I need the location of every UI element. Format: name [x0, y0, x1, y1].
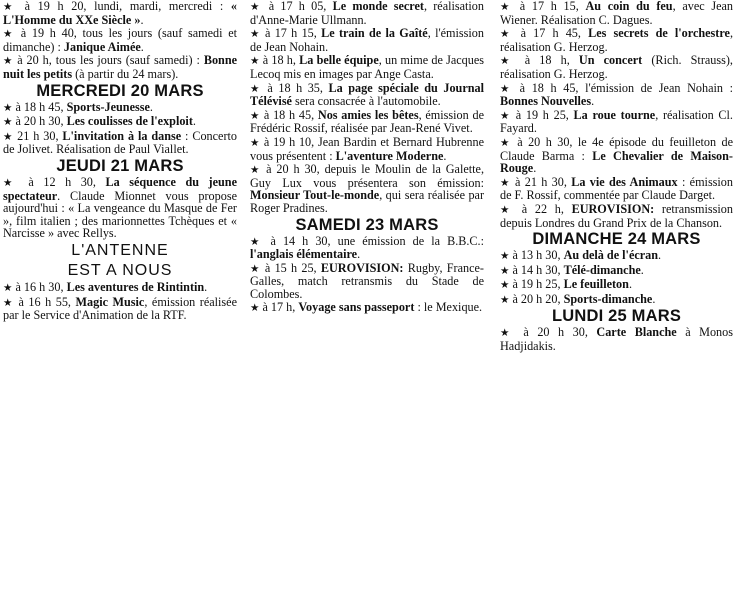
program-entry [500, 82, 733, 108]
star-icon: ★ [500, 176, 511, 189]
star-icon: ★ [250, 302, 260, 315]
star-icon: ★ [250, 28, 261, 41]
program-entry [250, 301, 484, 315]
day-heading: MERCREDI 20 MARS [36, 81, 204, 100]
program-title: Sports-Jeunesse [66, 99, 150, 114]
program-entry [250, 163, 484, 214]
program-entry [250, 235, 484, 261]
star-icon: ★ [3, 28, 16, 41]
program-title: Télé-dimanche [563, 262, 641, 277]
column-3 [500, 0, 733, 354]
program-title: La roue tourne [573, 107, 656, 122]
entry-details: . [204, 279, 208, 294]
program-title: EUROVISION: [320, 260, 404, 275]
program-entry [500, 264, 733, 278]
star-icon: ★ [500, 28, 514, 41]
program-title: Les coulisses de l'exploit [66, 114, 193, 129]
star-icon: ★ [250, 235, 264, 248]
entry-details: . [443, 148, 447, 163]
entry-details: : émission de F. Rossif, commentée par Claude Darget. [500, 174, 733, 203]
star-icon: ★ [3, 281, 13, 294]
star-icon: ★ [500, 264, 510, 277]
program-title: Au delà de l'écran [563, 248, 659, 263]
star-icon: ★ [500, 136, 512, 149]
entry-time: à 15 h 25, [260, 260, 321, 275]
entry-time: à 20 h, tous les jours (sauf samedi) : [13, 53, 204, 68]
program-title: Voyage sans passeport [298, 300, 415, 315]
program-entry [3, 27, 237, 53]
program-title: Un concert [578, 53, 643, 68]
entry-time: à 17 h 45, [513, 26, 589, 41]
program-entry [3, 0, 237, 26]
program-entry [3, 130, 237, 156]
program-entry [3, 115, 237, 129]
program-entry [500, 293, 733, 307]
entry-details: , qui sera réalisée par Roger Pradines. [250, 188, 485, 215]
entry-time: à 20 h 20, [509, 291, 564, 306]
program-title: Le feuilleton [563, 277, 629, 292]
column-2 [250, 0, 484, 316]
star-icon: ★ [500, 109, 512, 122]
entry-details: : le Mexique. [414, 300, 483, 315]
entry-details: , avec Jean Wiener. Réalisation C. Dagues. [500, 0, 733, 27]
star-icon: ★ [3, 176, 19, 189]
entry-time: à 20 h 30, [514, 325, 597, 340]
entry-details: retransmission depuis Londres du Grand Prix de la Chanson. [500, 201, 733, 230]
program-entry [250, 54, 484, 80]
entry-details: , réalisation Cl. Fayard. [500, 107, 733, 136]
program-entry [500, 109, 733, 135]
program-title: Magic Music [75, 294, 145, 309]
program-title: Les secrets de l'orchestre [588, 26, 730, 41]
entry-details: . [140, 39, 144, 54]
star-icon: ★ [500, 203, 515, 216]
entry-details: . [533, 161, 537, 176]
star-icon: ★ [500, 250, 510, 263]
star-icon: ★ [500, 293, 510, 306]
program-entry [500, 278, 733, 292]
program-title: l'anglais élémentaire [250, 247, 358, 262]
entry-time: à 18 h, [515, 53, 579, 68]
program-entry [500, 176, 733, 202]
entry-time: à 20 h 30, depuis le Moulin de la Galette, Guy Lux vous présentera son émission: [250, 162, 484, 190]
program-title: La séquence du jeune spectateur [3, 174, 237, 203]
program-title: La page spéciale du Journal Télévisé [250, 80, 484, 109]
entry-time: à 14 h 30, une émission de la B.B.C.: [263, 233, 484, 248]
star-icon: ★ [250, 1, 263, 13]
section-heading-line: EST A NOUS [67, 261, 173, 279]
program-entry [500, 0, 733, 26]
program-title: L'aventure Moderne [335, 148, 444, 163]
entry-details: . [192, 114, 196, 129]
program-entry [3, 281, 237, 295]
program-entry [500, 203, 733, 229]
entry-time: à 17 h, [259, 300, 299, 315]
program-title: L'invitation à la danse [62, 128, 182, 143]
entry-details: . [658, 248, 662, 263]
entry-time: à 18 h, [259, 53, 300, 68]
entry-details: . Claude Mionnet vous propose aujourd'hui : « La vengeance du Masque de Fer », film italien ; des marionnettes Tchèques et « Narcisse » avec Rellys. [3, 188, 237, 241]
program-title: Le Chevalier de Maison-Rouge [500, 148, 733, 176]
program-entry [250, 82, 484, 108]
entry-details: (à partir du 24 mars). [72, 66, 179, 81]
program-entry [3, 101, 237, 115]
entry-time: à 17 h 05, [262, 0, 333, 13]
program-title: Sports-dimanche [563, 291, 653, 306]
program-title: Bonne nuit les petits [3, 53, 238, 81]
entry-details: , un mime de Jacques Lecoq mis en images par Ange Casta. [250, 53, 484, 81]
entry-details: Rugby, France-Galles, match retransmis du Stade de Colombes. [250, 260, 484, 301]
star-icon: ★ [500, 327, 515, 340]
entry-details: à Monos Hadjidakis. [500, 325, 733, 354]
program-title: Carte Blanche [596, 325, 677, 340]
star-icon: ★ [3, 116, 13, 129]
star-icon: ★ [3, 1, 17, 13]
entry-time: à 18 h 45, l'émission de Jean Nohain : [513, 80, 734, 95]
entry-details: . [140, 12, 144, 27]
entry-time: à 13 h 30, [509, 248, 564, 263]
entry-time: à 21 h 30, [510, 174, 572, 189]
program-entry [250, 27, 484, 53]
star-icon: ★ [3, 296, 14, 309]
entry-time: à 14 h 30, [509, 262, 564, 277]
entry-details: . [628, 277, 632, 292]
star-icon: ★ [500, 55, 516, 68]
star-icon: ★ [3, 55, 14, 68]
star-icon: ★ [250, 109, 261, 122]
program-entry [500, 326, 733, 352]
program-title: Les aventures de Rintintin [66, 279, 205, 294]
star-icon: ★ [250, 82, 262, 95]
star-icon: ★ [500, 279, 510, 292]
program-entry [250, 109, 484, 135]
program-entry [3, 54, 237, 80]
entry-time: à 19 h 20, lundi, mardi, mercredi : [17, 0, 231, 13]
program-entry [250, 262, 484, 301]
entry-time: à 19 h 25, [511, 107, 574, 122]
program-title: Nos amies les bêtes [317, 107, 419, 122]
entry-time: à 18 h 45, [12, 99, 67, 114]
entry-time: à 16 h 30, [12, 279, 67, 294]
star-icon: ★ [250, 262, 261, 275]
program-entry [250, 0, 484, 26]
entry-details: . [652, 291, 656, 306]
program-entry [500, 136, 733, 175]
column-1 [3, 0, 237, 323]
program-entry [500, 27, 733, 53]
program-title: Monsieur Tout-le-monde [250, 188, 380, 203]
entry-details: . [591, 94, 595, 109]
entry-details: sera consacrée à l'automobile. [291, 94, 441, 109]
program-title: EUROVISION: [571, 201, 655, 216]
entry-time: à 17 h 15, [260, 26, 322, 41]
entry-time: à 19 h 25, [509, 277, 564, 292]
star-icon: ★ [500, 82, 514, 95]
program-entry [3, 176, 237, 240]
entry-time: à 17 h 15, [513, 0, 586, 13]
entry-details: , l'émission de Jean Nohain. [250, 26, 484, 54]
entry-details: . [640, 262, 644, 277]
program-entry [250, 136, 484, 162]
entry-time: à 19 h 10, Jean Bardin et Bernard Hubrenne vous présentent : [250, 134, 484, 163]
entry-details: , réalisation d'Anne-Marie Ullmann. [250, 0, 484, 27]
program-title: Bonnes Nouvelles [500, 94, 592, 109]
program-entry [3, 296, 237, 322]
entry-details: , réalisation G. Herzog. [500, 26, 733, 54]
star-icon: ★ [3, 101, 13, 114]
star-icon: ★ [3, 130, 14, 143]
entry-time: à 16 h 55, [13, 294, 76, 309]
entry-details: . [357, 247, 361, 262]
section-heading [3, 241, 237, 281]
day-heading: LUNDI 25 MARS [551, 307, 682, 326]
entry-time: 21 h 30, [13, 128, 63, 143]
program-title: Janique Aimée [63, 39, 141, 54]
entry-time: à 12 h 30, [18, 174, 106, 189]
entry-time: à 22 h, [514, 201, 572, 216]
entry-time: à 20 h 30, le 4e épisode du feuilleton de Claude Barma : [500, 134, 733, 163]
star-icon: ★ [250, 164, 262, 177]
star-icon: ★ [250, 136, 261, 149]
entry-details: (Rich. Strauss), réalisation G. Herzog. [500, 53, 733, 81]
entry-details: , émission réalisée par le Service d'Animation de la RTF. [3, 294, 237, 323]
program-entry [500, 249, 733, 263]
program-title: Au coin du feu [585, 0, 673, 13]
entry-details: : Concerto de Jolivet. Réalisation de Paul Viallet. [3, 128, 238, 157]
section-heading-line: L'ANTENNE [71, 241, 169, 259]
program-title: La vie des Animaux [571, 174, 678, 189]
entry-time: à 19 h 40, tous les jours (sauf samedi et dimanche) : [3, 26, 237, 54]
entry-time: à 20 h 30, [12, 114, 67, 129]
entry-details: . [149, 99, 153, 114]
program-title: La belle équipe [299, 53, 379, 68]
program-title: Le monde secret [332, 0, 424, 13]
program-title: Le train de la Gaîté [321, 26, 428, 41]
day-heading: JEUDI 21 MARS [56, 156, 184, 175]
program-title: « L'Homme du XXe Siècle » [3, 0, 237, 27]
star-icon: ★ [500, 1, 514, 13]
day-heading: SAMEDI 23 MARS [295, 215, 439, 234]
entry-time: à 18 h 35, [261, 80, 329, 95]
star-icon: ★ [250, 55, 260, 68]
program-entry [500, 54, 733, 80]
entry-details: , émission de Frédéric Rossif, réalisée par Jean-René Vivet. [250, 107, 484, 136]
entry-time: à 18 h 45, [260, 107, 318, 122]
day-heading: DIMANCHE 24 MARS [532, 230, 701, 249]
